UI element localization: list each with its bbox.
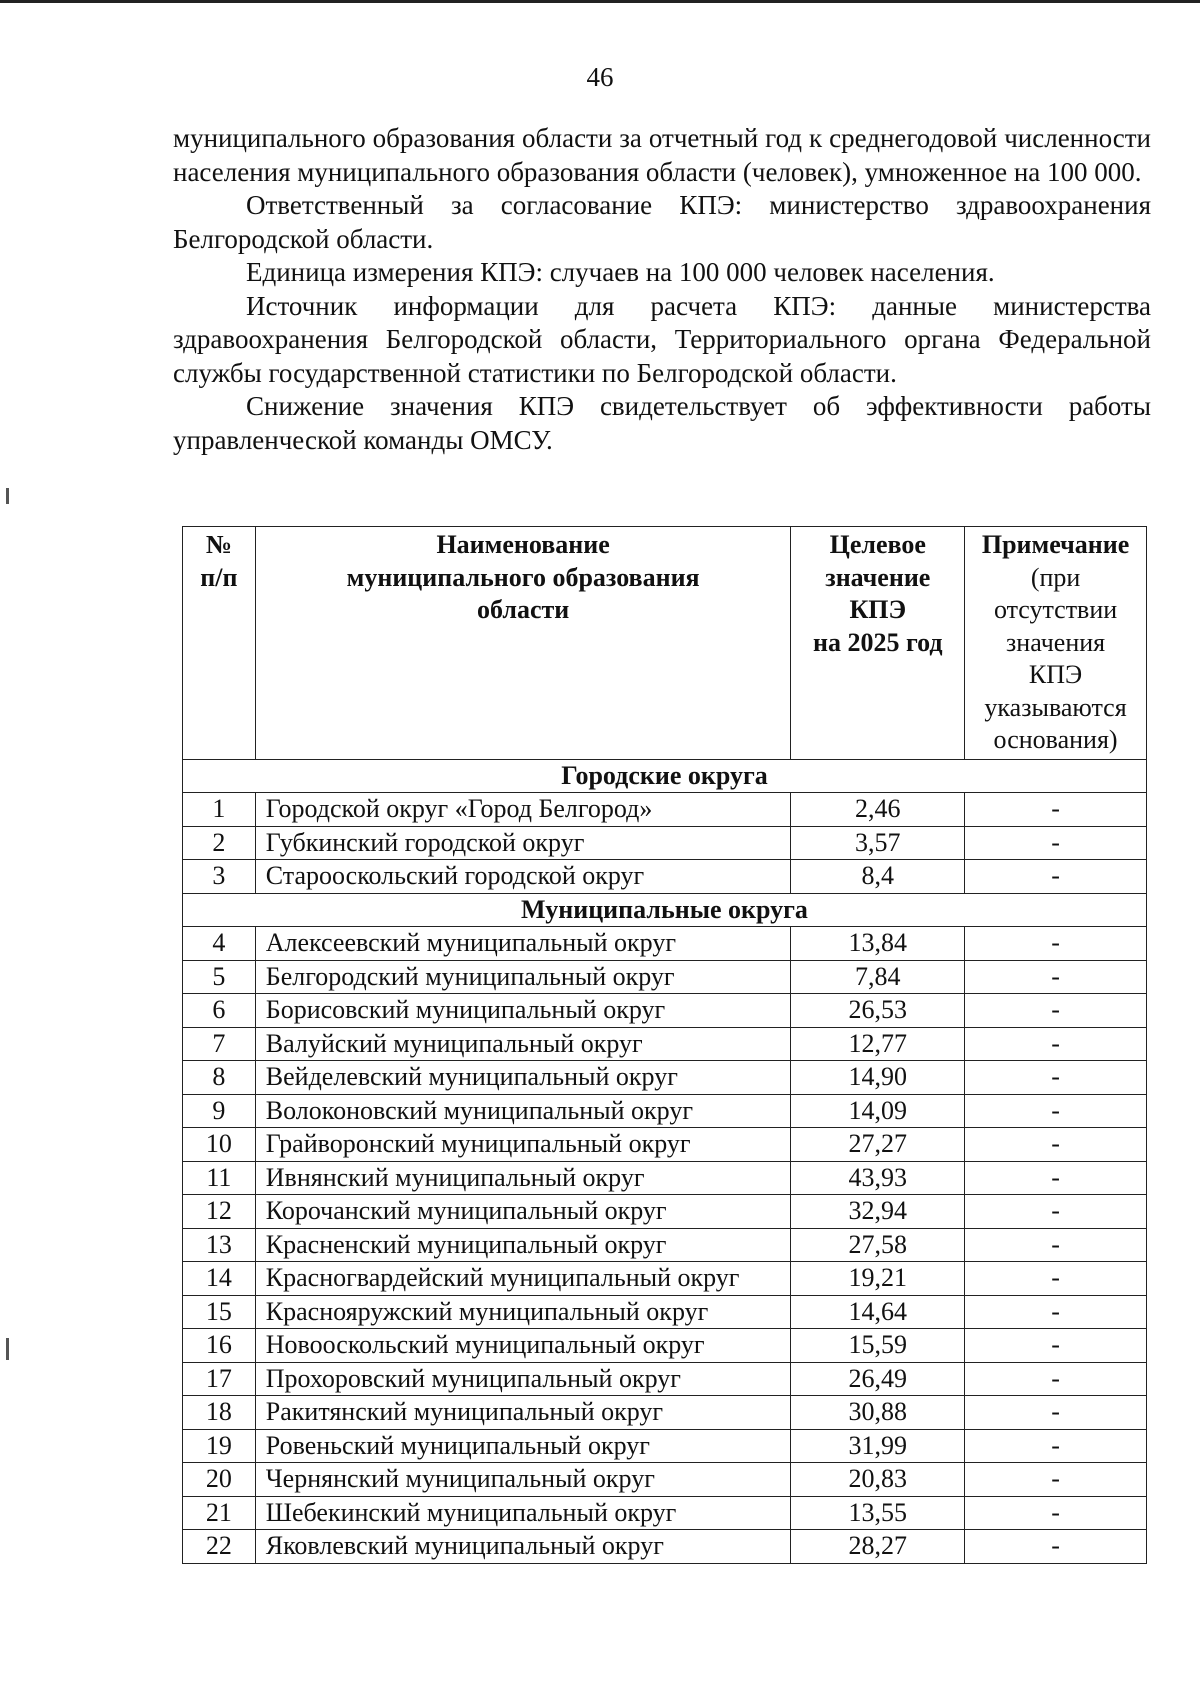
- note-cell: -: [965, 1228, 1147, 1262]
- page-top-border: [0, 0, 1200, 3]
- header-num-line: №: [205, 530, 232, 559]
- header-note-line: значения: [1006, 627, 1106, 657]
- header-note: [965, 527, 1147, 760]
- header-target-line: Целевое: [829, 530, 926, 559]
- table-row: [183, 1094, 1147, 1128]
- paragraph: Единица измерения КПЭ: случаев на 100 000 человек населения.: [246, 257, 995, 287]
- row-number: 3: [183, 860, 256, 894]
- header-name-line: Наименование: [436, 530, 610, 559]
- row-number: 19: [183, 1429, 256, 1463]
- table-row: [183, 1262, 1147, 1296]
- table-row: [183, 994, 1147, 1028]
- row-number: 6: [183, 994, 256, 1028]
- table-row: [183, 1530, 1147, 1564]
- target-value: 15,59: [791, 1329, 965, 1363]
- table-row: [183, 1496, 1147, 1530]
- section-title: Городские округа: [183, 759, 1147, 793]
- municipality-name: Новооскольский муниципальный округ: [255, 1329, 791, 1363]
- note-cell: -: [965, 1429, 1147, 1463]
- table-row: [183, 860, 1147, 894]
- row-number: 4: [183, 927, 256, 961]
- note-cell: -: [965, 1329, 1147, 1363]
- note-cell: -: [965, 1094, 1147, 1128]
- row-number: 5: [183, 960, 256, 994]
- table-row: [183, 1362, 1147, 1396]
- municipality-name: Старооскольский городской округ: [255, 860, 791, 894]
- row-number: 1: [183, 793, 256, 827]
- row-number: 9: [183, 1094, 256, 1128]
- target-value: 14,09: [791, 1094, 965, 1128]
- body-text: [173, 122, 1151, 457]
- target-value: 27,27: [791, 1128, 965, 1162]
- municipality-name: Вейделевский муниципальный округ: [255, 1061, 791, 1095]
- row-number: 8: [183, 1061, 256, 1095]
- municipality-name: Красногвардейский муниципальный округ: [255, 1262, 791, 1296]
- note-cell: -: [965, 793, 1147, 827]
- row-number: 2: [183, 826, 256, 860]
- paragraph: Снижение значения КПЭ свидетельствует об эффективности работы управленческой команды ОМСУ.: [173, 391, 1151, 455]
- header-target: [791, 527, 965, 760]
- municipality-name: Грайворонский муниципальный округ: [255, 1128, 791, 1162]
- municipality-name: Шебекинский муниципальный округ: [255, 1496, 791, 1530]
- note-cell: -: [965, 1262, 1147, 1296]
- note-cell: -: [965, 1530, 1147, 1564]
- scan-margin-mark: [6, 488, 9, 504]
- note-cell: -: [965, 1161, 1147, 1195]
- target-value: 20,83: [791, 1463, 965, 1497]
- note-cell: -: [965, 826, 1147, 860]
- target-value: 26,49: [791, 1362, 965, 1396]
- note-cell: -: [965, 1396, 1147, 1430]
- header-name: [255, 527, 791, 760]
- paragraph: Источник информации для расчета КПЭ: данные министерства здравоохранения Белгородской области, Территориального органа Федеральной службы государственной статистики по Белгородской области.: [173, 290, 1151, 388]
- note-cell: -: [965, 960, 1147, 994]
- paragraph: Ответственный за согласование КПЭ: министерство здравоохранения Белгородской области.: [173, 190, 1151, 254]
- table-row: [183, 793, 1147, 827]
- target-value: 12,77: [791, 1027, 965, 1061]
- row-number: 14: [183, 1262, 256, 1296]
- row-number: 22: [183, 1530, 256, 1564]
- municipality-name: Борисовский муниципальный округ: [255, 994, 791, 1028]
- table-row: [183, 1128, 1147, 1162]
- municipality-name: Корочанский муниципальный округ: [255, 1195, 791, 1229]
- target-value: 3,57: [791, 826, 965, 860]
- table-row: [183, 1195, 1147, 1229]
- table-row: [183, 1329, 1147, 1363]
- header-note-line: отсутствии: [993, 595, 1118, 624]
- header-note-line: указываются: [984, 692, 1127, 722]
- row-number: 11: [183, 1161, 256, 1195]
- header-note-title: Примечание: [981, 530, 1130, 559]
- municipality-name: Чернянский муниципальный округ: [255, 1463, 791, 1497]
- table-row: [183, 1161, 1147, 1195]
- row-number: 18: [183, 1396, 256, 1430]
- note-cell: -: [965, 994, 1147, 1028]
- note-cell: -: [965, 860, 1147, 894]
- note-cell: -: [965, 927, 1147, 961]
- section-title: Муниципальные округа: [183, 893, 1147, 927]
- target-value: 28,27: [791, 1530, 965, 1564]
- row-number: 21: [183, 1496, 256, 1530]
- table-row: [183, 1027, 1147, 1061]
- target-value: 43,93: [791, 1161, 965, 1195]
- kpe-table: [182, 526, 1147, 1564]
- municipality-name: Краснояружский муниципальный округ: [255, 1295, 791, 1329]
- target-value: 13,55: [791, 1496, 965, 1530]
- note-cell: -: [965, 1128, 1147, 1162]
- header-target-line: КПЭ: [849, 595, 907, 624]
- municipality-name: Красненский муниципальный округ: [255, 1228, 791, 1262]
- target-value: 14,64: [791, 1295, 965, 1329]
- header-num-line: п/п: [200, 562, 238, 592]
- municipality-name: Валуйский муниципальный округ: [255, 1027, 791, 1061]
- note-cell: -: [965, 1362, 1147, 1396]
- table-header-row: [183, 527, 1147, 760]
- table-row: [183, 1228, 1147, 1262]
- municipality-name: Алексеевский муниципальный округ: [255, 927, 791, 961]
- municipality-name: Волоконовский муниципальный округ: [255, 1094, 791, 1128]
- note-cell: -: [965, 1061, 1147, 1095]
- header-target-line: значение: [825, 562, 931, 592]
- table-row: [183, 1061, 1147, 1095]
- page-number: 46: [586, 62, 614, 92]
- target-value: 31,99: [791, 1429, 965, 1463]
- table-row: [183, 960, 1147, 994]
- municipality-name: Губкинский городской округ: [255, 826, 791, 860]
- table-row: [183, 1295, 1147, 1329]
- paragraph: муниципального образования области за отчетный год к среднегодовой численности населения муниципального образования области (человек), умноженное на 100 000.: [173, 123, 1151, 187]
- table-row: [183, 1396, 1147, 1430]
- row-number: 20: [183, 1463, 256, 1497]
- target-value: 30,88: [791, 1396, 965, 1430]
- table-body: [183, 759, 1147, 1563]
- note-cell: -: [965, 1463, 1147, 1497]
- table-row: [183, 1429, 1147, 1463]
- target-value: 27,58: [791, 1228, 965, 1262]
- header-name-line: муниципального образования: [346, 562, 700, 592]
- scan-margin-mark: [6, 1338, 9, 1360]
- header-num: [183, 527, 256, 760]
- header-note-line: (при: [1030, 562, 1081, 592]
- table-row: [183, 927, 1147, 961]
- municipality-name: Белгородский муниципальный округ: [255, 960, 791, 994]
- header-note-line: КПЭ: [1028, 660, 1083, 689]
- note-cell: -: [965, 1027, 1147, 1061]
- note-cell: -: [965, 1295, 1147, 1329]
- target-value: 32,94: [791, 1195, 965, 1229]
- row-number: 12: [183, 1195, 256, 1229]
- target-value: 26,53: [791, 994, 965, 1028]
- target-value: 8,4: [791, 860, 965, 894]
- table-row: [183, 826, 1147, 860]
- municipality-name: Ракитянский муниципальный округ: [255, 1396, 791, 1430]
- section-row: [183, 893, 1147, 927]
- target-value: 19,21: [791, 1262, 965, 1296]
- target-value: 2,46: [791, 793, 965, 827]
- target-value: 14,90: [791, 1061, 965, 1095]
- municipality-name: Городской округ «Город Белгород»: [255, 793, 791, 827]
- row-number: 15: [183, 1295, 256, 1329]
- row-number: 16: [183, 1329, 256, 1363]
- section-row: [183, 759, 1147, 793]
- municipality-name: Яковлевский муниципальный округ: [255, 1530, 791, 1564]
- row-number: 10: [183, 1128, 256, 1162]
- municipality-name: Прохоровский муниципальный округ: [255, 1362, 791, 1396]
- note-cell: -: [965, 1496, 1147, 1530]
- table-row: [183, 1463, 1147, 1497]
- header-name-line: области: [477, 595, 570, 624]
- header-note-line: основания): [993, 725, 1118, 754]
- target-value: 7,84: [791, 960, 965, 994]
- municipality-name: Ивнянский муниципальный округ: [255, 1161, 791, 1195]
- row-number: 17: [183, 1362, 256, 1396]
- target-value: 13,84: [791, 927, 965, 961]
- municipality-name: Ровеньский муниципальный округ: [255, 1429, 791, 1463]
- header-target-line: на 2025 год: [813, 627, 943, 657]
- row-number: 13: [183, 1228, 256, 1262]
- note-cell: -: [965, 1195, 1147, 1229]
- row-number: 7: [183, 1027, 256, 1061]
